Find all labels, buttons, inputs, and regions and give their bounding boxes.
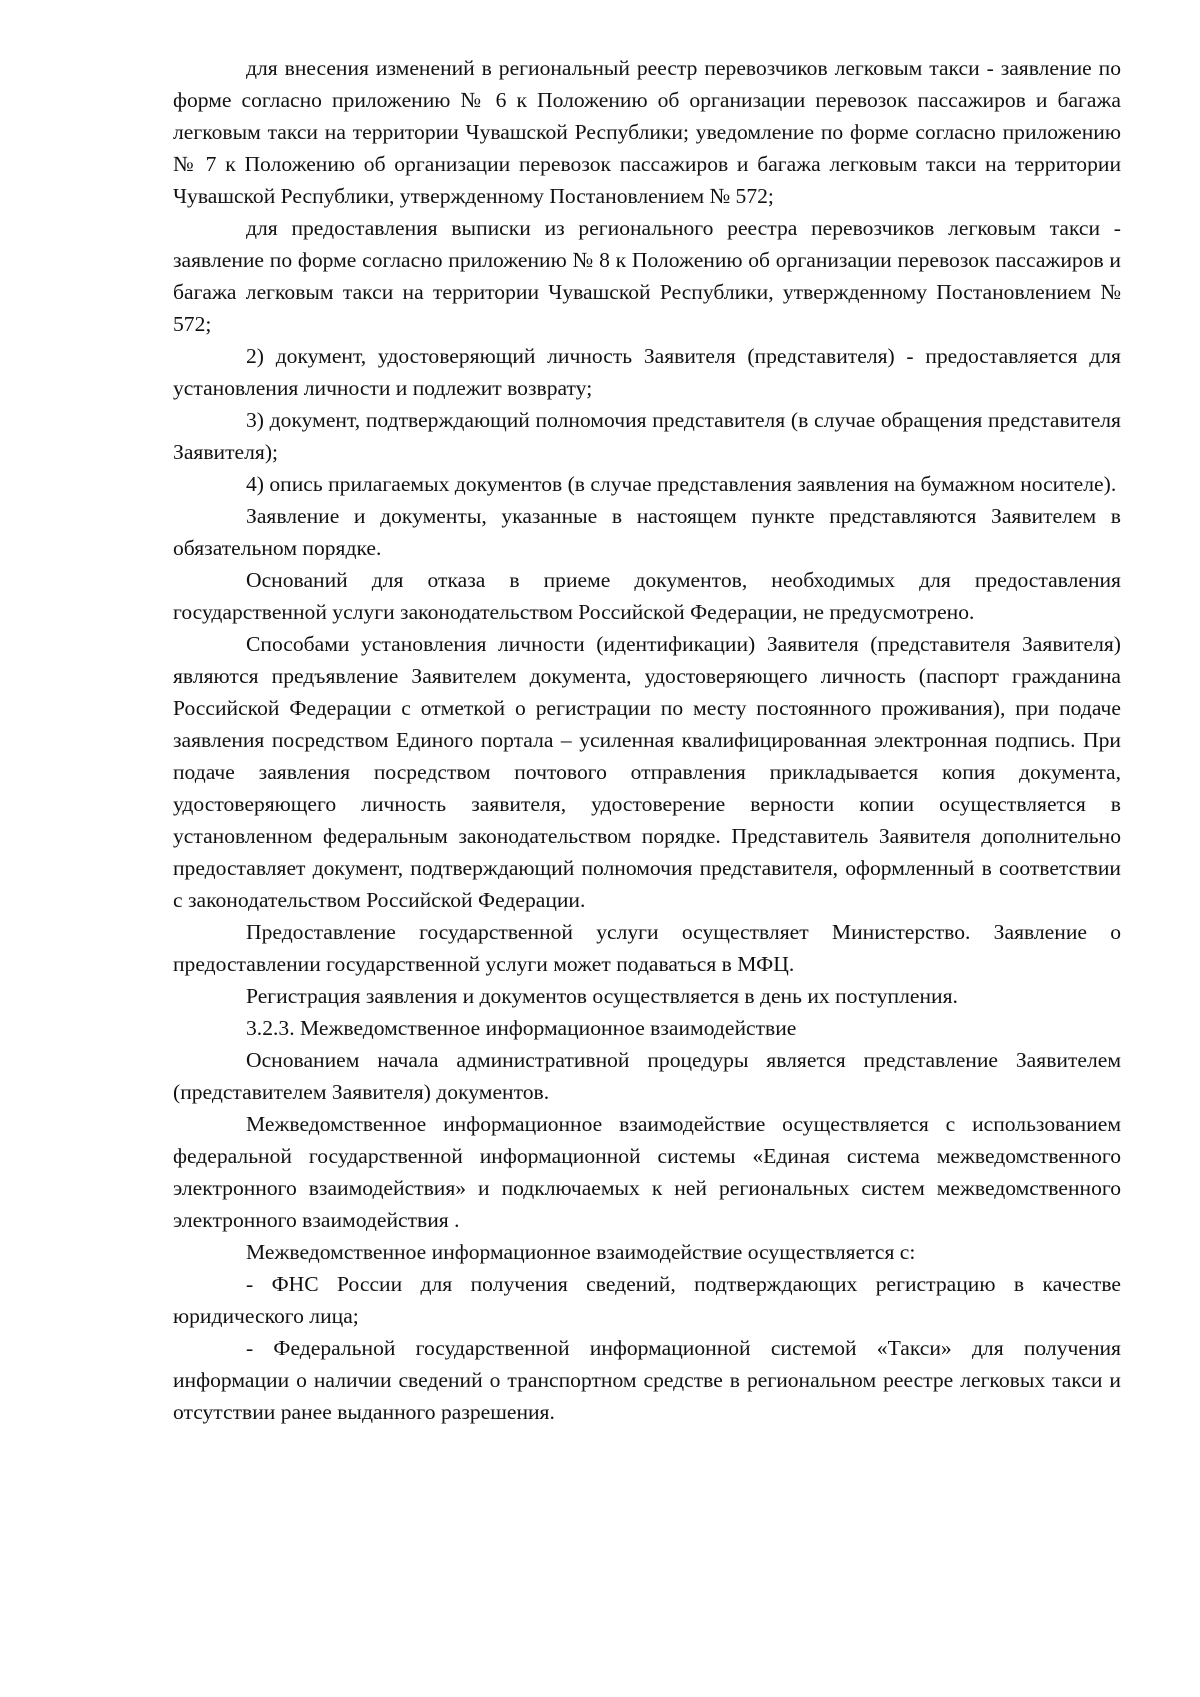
- paragraph-registry-extract: для предоставления выписки из регионального реестра перевозчиков легковым такси - заявление по форме согласно приложению № 8 к Положению об организации перевозок пассажиров и багажа легковым такси на территории Чувашской Республики, утвержденному Постановлением № 572;: [173, 216, 1121, 336]
- paragraph-document-inventory: 4) опись прилагаемых документов (в случае представления заявления на бумажном носителе).: [246, 472, 1117, 496]
- document-page: [173, 52, 1121, 1428]
- paragraph-smev-system: Межведомственное информационное взаимодействие осуществляется с использованием федеральной государственной информационной системы «Единая система межведомственного электронного взаимодействия» и подключаемых к ней региональных систем межведомственного электронного взаимодействия .: [173, 1112, 1121, 1232]
- paragraph-identity-document: 2) документ, удостоверяющий личность Заявителя (представителя) - предоставляется для установления личности и подлежит возврату;: [173, 344, 1121, 400]
- list-item-taxi-system: - Федеральной государственной информационной системой «Такси» для получения информации о наличии сведений о транспортном средстве в региональном реестре легковых такси и отсутствии ранее выданного разрешения.: [173, 1336, 1121, 1424]
- paragraph-registry-changes: для внесения изменений в региональный реестр перевозчиков легковым такси - заявление по форме согласно приложению № 6 к Положению об организации перевозок пассажиров и багажа легковым такси на территории Чувашской Республики; уведомление по форме согласно приложению № 7 к Положению об организации перевозок пассажиров и багажа легковым такси на территории Чувашской Республики, утвержденному Постановлением № 572;: [173, 56, 1121, 208]
- list-item-fns: - ФНС России для получения сведений, подтверждающих регистрацию в качестве юридического лица;: [173, 1272, 1121, 1328]
- paragraph-procedure-basis: Основанием начала административной процедуры является представление Заявителем (представителем Заявителя) документов.: [173, 1048, 1121, 1104]
- paragraph-registration-day: Регистрация заявления и документов осуществляется в день их поступления.: [246, 984, 958, 1008]
- section-heading-interagency: 3.2.3. Межведомственное информационное взаимодействие: [246, 1016, 797, 1040]
- paragraph-mandatory-submission: Заявление и документы, указанные в настоящем пункте представляются Заявителем в обязательном порядке.: [173, 504, 1121, 560]
- paragraph-identification-methods: Способами установления личности (идентификации) Заявителя (представителя Заявителя) являются предъявление Заявителем документа, удостоверяющего личность (паспорт гражданина Российской Федерации с отметкой о регистрации по месту постоянного проживания), при подаче заявления посредством Единого портала – усиленная квалифицированная электронная подпись. При подаче заявления посредством почтового отправления прикладывается копия документа, удостоверяющего личность заявителя, удостоверение верности копии осуществляется в установленном федеральным законодательством порядке. Представитель Заявителя дополнительно предоставляет документ, подтверждающий полномочия представителя, оформленный в соответствии с законодательством Российской Федерации.: [173, 632, 1121, 912]
- paragraph-service-provider: Предоставление государственной услуги осуществляет Министерство. Заявление о предоставлении государственной услуги может подаваться в МФЦ.: [173, 920, 1121, 976]
- paragraph-authority-document: 3) документ, подтверждающий полномочия представителя (в случае обращения представителя Заявителя);: [173, 408, 1121, 464]
- paragraph-interaction-with: Межведомственное информационное взаимодействие осуществляется с:: [246, 1240, 916, 1264]
- paragraph-no-refusal-grounds: Оснований для отказа в приеме документов, необходимых для предоставления государственной услуги законодательством Российской Федерации, не предусмотрено.: [173, 568, 1121, 624]
